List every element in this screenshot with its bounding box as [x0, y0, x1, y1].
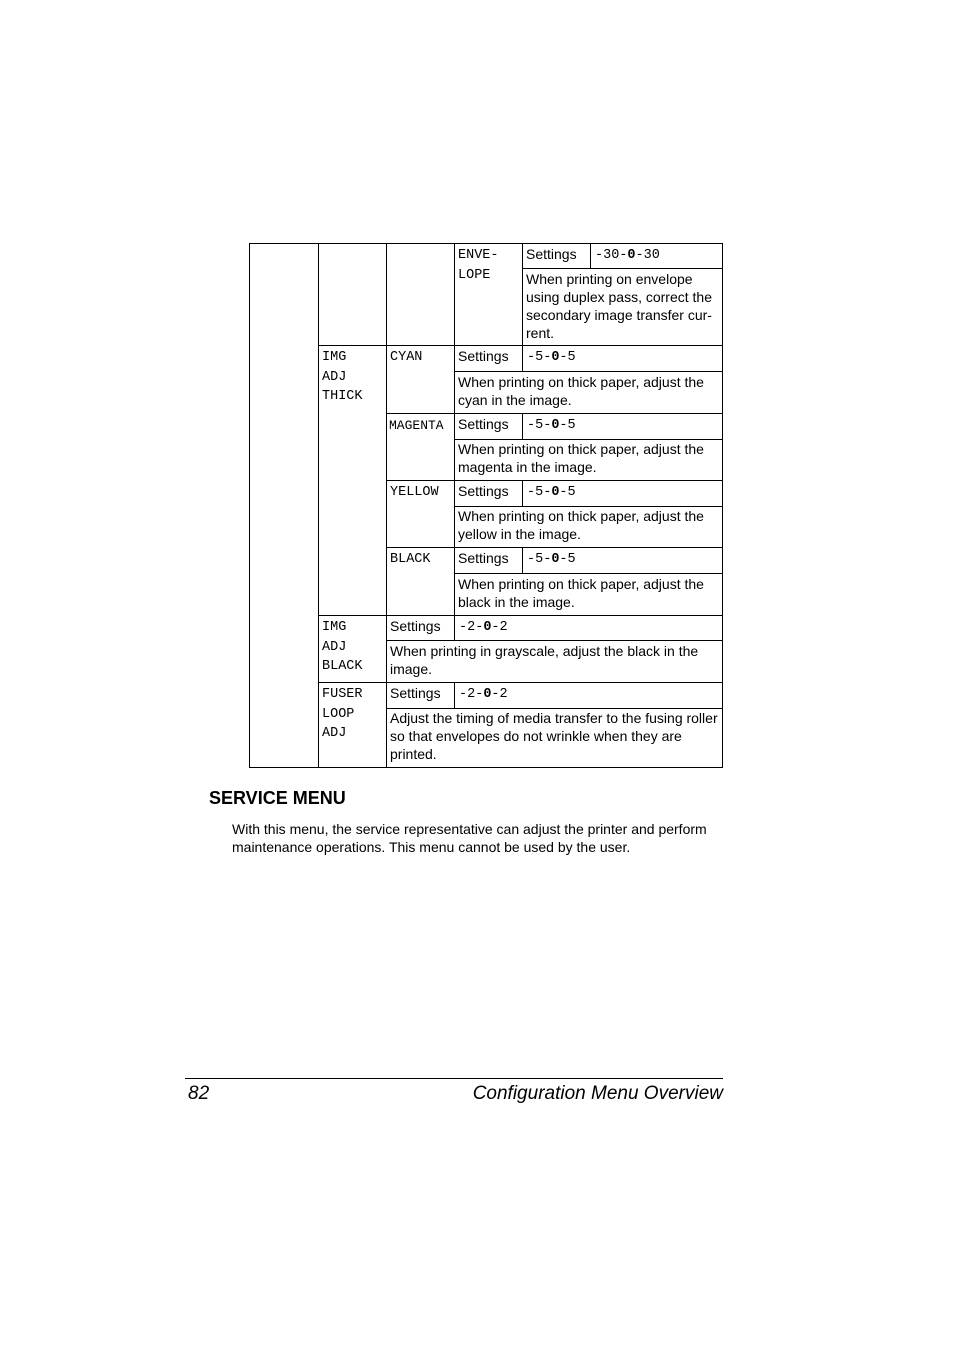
column-divider	[386, 243, 387, 768]
fuser-loop-adj-description: Adjust the timing of media transfer to the fusing roller so that envelopes do not wrinkle when they are printed.	[390, 710, 718, 762]
range-high: -2	[491, 687, 508, 702]
label-line: ADJ	[322, 726, 347, 741]
row-divider	[522, 268, 723, 269]
range-low: -2-	[459, 687, 484, 702]
settings-label: Settings	[458, 483, 509, 499]
page-number: 82	[188, 1083, 210, 1104]
img-adj-black-description: When printing in grayscale, adjust the black in the image.	[390, 643, 699, 677]
row-divider	[318, 682, 723, 683]
range-low: -30-	[595, 248, 628, 263]
column-divider	[454, 615, 455, 641]
settings-range	[527, 348, 576, 368]
row-divider	[386, 480, 723, 481]
column-divider	[590, 243, 591, 269]
range-low: -5-	[527, 418, 552, 433]
column-divider	[454, 243, 455, 615]
row-divider	[386, 413, 723, 414]
label-line: LOPE	[458, 267, 491, 283]
label-line: ENVE-	[458, 248, 499, 263]
settings-range	[527, 483, 576, 503]
settings-label: Settings	[458, 348, 509, 364]
settings-range	[527, 416, 576, 436]
range-low: -5-	[527, 485, 552, 500]
magenta-description: When printing on thick paper, adjust the magenta in the image.	[458, 441, 704, 475]
cyan-description: When printing on thick paper, adjust the cyan in the image.	[458, 374, 704, 408]
black-label: BLACK	[390, 552, 431, 567]
settings-label: Settings	[458, 550, 509, 566]
range-default: 0	[483, 620, 492, 635]
yellow-description: When printing on thick paper, adjust the yellow in the image.	[458, 508, 704, 542]
settings-label: Settings	[458, 416, 509, 432]
label-line: IMG	[322, 620, 347, 635]
label-line: ADJ	[322, 369, 347, 385]
label-line: FUSER	[322, 687, 363, 702]
envelope-description: When printing on envelope using duplex pass, correct the secondary image transfer cur-rent.	[526, 271, 712, 341]
label-line: BLACK	[322, 659, 363, 674]
settings-label: Settings	[526, 246, 577, 262]
fuser-loop-adj-label	[322, 685, 363, 744]
section-body: With this menu, the service representative can adjust the printer and perform maintenance operations. This menu cannot be used by the user.	[232, 821, 707, 855]
img-adj-black-label	[322, 618, 363, 677]
range-high: -2	[491, 620, 508, 635]
range-default: 0	[551, 485, 560, 500]
settings-range	[595, 246, 660, 266]
settings-label: Settings	[390, 618, 441, 634]
envelope-label	[458, 246, 499, 285]
label-line: IMG	[322, 350, 347, 365]
black-description: When printing on thick paper, adjust the black in the image.	[458, 576, 704, 610]
range-high: -5	[559, 485, 576, 500]
range-default: 0	[551, 552, 560, 567]
range-low: -5-	[527, 552, 552, 567]
magenta-label: MAGENTA	[389, 418, 444, 433]
label-line: LOOP	[322, 706, 355, 722]
row-divider	[386, 640, 723, 641]
label-line: ADJ	[322, 639, 347, 655]
row-divider	[454, 573, 723, 574]
range-default: 0	[551, 350, 560, 365]
settings-range	[459, 685, 508, 705]
column-divider	[522, 480, 523, 507]
range-high: -5	[559, 350, 576, 365]
column-divider	[454, 682, 455, 708]
row-divider	[386, 547, 723, 548]
section-heading: SERVICE MENU	[209, 788, 346, 808]
row-divider	[454, 371, 723, 372]
row-divider	[318, 615, 723, 616]
table-border-left	[249, 243, 250, 768]
range-default: 0	[627, 248, 636, 263]
range-default: 0	[483, 687, 492, 702]
settings-label: Settings	[390, 685, 441, 701]
menu-table	[249, 243, 723, 768]
yellow-label: YELLOW	[390, 485, 439, 500]
column-divider	[522, 345, 523, 372]
img-adj-thick-label	[322, 348, 363, 407]
row-divider	[318, 345, 723, 346]
settings-range	[527, 550, 576, 570]
settings-range	[459, 618, 508, 638]
range-high: -5	[559, 418, 576, 433]
table-border-top	[249, 243, 723, 244]
range-low: -5-	[527, 350, 552, 365]
footer-rule	[185, 1078, 723, 1079]
label-line: THICK	[322, 389, 363, 404]
column-divider	[522, 547, 523, 574]
column-divider	[522, 243, 523, 345]
table-border-bottom	[249, 767, 723, 768]
column-divider	[318, 243, 319, 768]
range-high: -5	[559, 552, 576, 567]
range-high: -30	[635, 248, 660, 263]
footer-title: Configuration Menu Overview	[472, 1083, 723, 1104]
range-default: 0	[551, 418, 560, 433]
column-divider	[522, 413, 523, 440]
range-low: -2-	[459, 620, 484, 635]
cyan-label: CYAN	[390, 350, 423, 365]
